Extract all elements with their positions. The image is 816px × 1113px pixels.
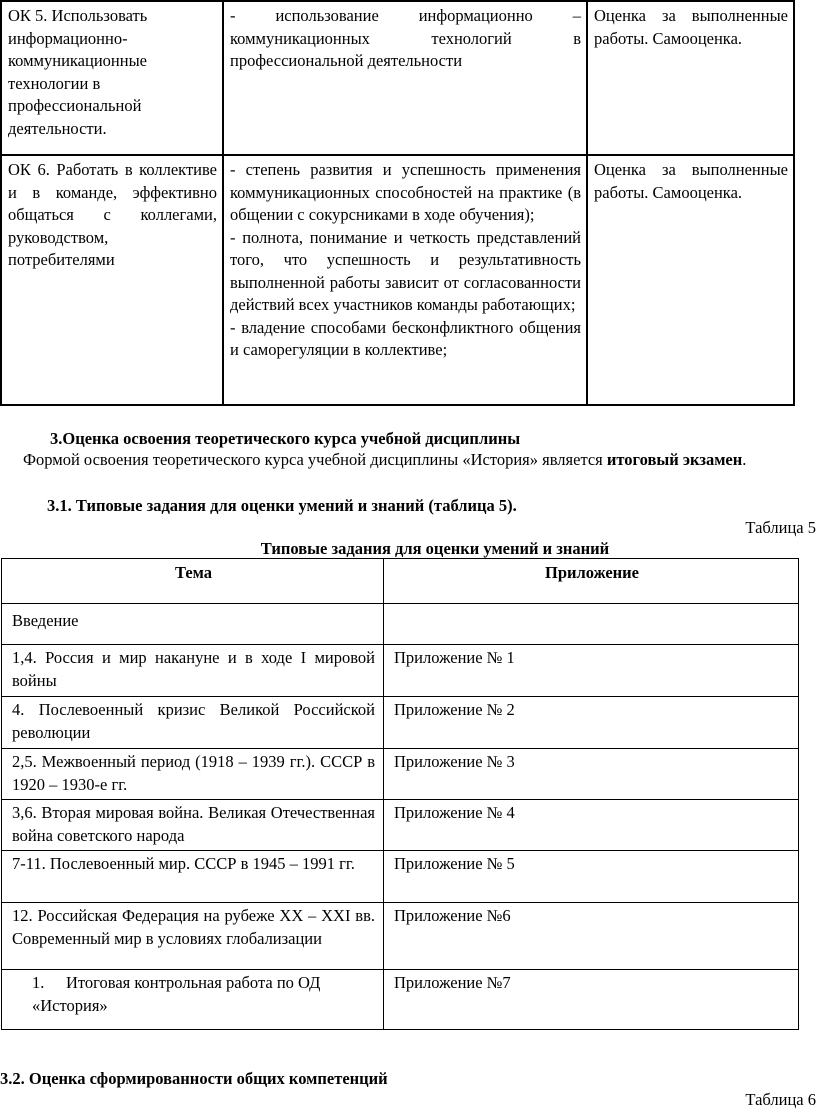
competence-indicator-cell: - использование информационно – коммуникационных технологий в профессиональной деятельности	[223, 1, 587, 155]
appendix-cell	[384, 604, 799, 645]
competence-code-cell: ОК 6. Работать в коллективе и в команде, эффективно общаться с коллегами, руководством, потребителями	[1, 155, 223, 405]
table-header-row	[2, 559, 799, 604]
table-row	[2, 697, 799, 749]
indicator-item: - полнота, понимание и четкость представлений того, что успешность и результативность выполненной работы зависит от согласованности действий всех участников команды работающих;	[230, 227, 581, 314]
appendix-cell: Приложение № 4	[384, 800, 799, 851]
table-row	[2, 903, 799, 970]
tasks-table	[1, 558, 799, 1030]
section-3-paragraph: Формой освоения теоретического курса учебной дисциплины «История» является итоговый экзамен.	[23, 450, 747, 469]
competence-code-cell: ОК 5. Использовать информационно-коммуникационные технологии в профессиональной деятельности.	[1, 1, 223, 155]
topic-cell: 7-11. Послевоенный мир. СССР в 1945 – 1991 гг.	[2, 851, 384, 903]
table-row	[2, 970, 799, 1030]
section-3-1-heading: 3.1. Типовые задания для оценки умений и знаний (таблица 5).	[47, 496, 517, 515]
exam-emphasis: итоговый экзамен	[606, 450, 743, 469]
competence-table	[0, 0, 795, 406]
final-topic-cell: 1. Итоговая контрольная работа по ОД «История»	[2, 970, 384, 1030]
column-header-appendix: Приложение	[384, 559, 799, 604]
appendix-cell: Приложение № 5	[384, 851, 799, 903]
topic-cell: Введение	[2, 604, 384, 645]
table-row	[2, 645, 799, 697]
topic-cell: 3,6. Вторая мировая война. Великая Отечественная война советского народа	[2, 800, 384, 851]
table-row	[1, 155, 794, 405]
competence-assessment-cell: Оценка за выполненные работы. Самооценка.	[587, 1, 794, 155]
table-5-label: Таблица 5	[745, 518, 816, 537]
appendix-cell: Приложение № 2	[384, 697, 799, 749]
indicator-item: - владение способами бесконфликтного общения и саморегуляции в коллективе;	[230, 317, 581, 359]
section-3-2-heading: 3.2. Оценка сформированности общих компетенций	[0, 1069, 388, 1088]
appendix-cell: Приложение № 3	[384, 749, 799, 800]
appendix-cell: Приложение № 1	[384, 645, 799, 697]
competence-assessment-cell: Оценка за выполненные работы. Самооценка.	[587, 155, 794, 405]
competence-indicator-cell	[223, 155, 587, 405]
topic-cell: 12. Российская Федерация на рубеже XX – XXI вв. Современный мир в условиях глобализации	[2, 903, 384, 970]
table-row	[2, 604, 799, 645]
list-number: 1.	[32, 973, 45, 992]
topic-cell: 2,5. Межвоенный период (1918 – 1939 гг.). СССР в 1920 – 1930-е гг.	[2, 749, 384, 800]
table-row	[2, 800, 799, 851]
column-header-topic: Тема	[2, 559, 384, 604]
appendix-cell: Приложение №6	[384, 903, 799, 970]
table-6-label: Таблица 6	[745, 1090, 816, 1109]
table-row	[2, 851, 799, 903]
table-row	[1, 1, 794, 155]
topic-cell: 4. Послевоенный кризис Великой Российской революции	[2, 697, 384, 749]
appendix-cell: Приложение №7	[384, 970, 799, 1030]
table-row	[2, 749, 799, 800]
topic-cell: 1,4. Россия и мир накануне и в ходе I мировой войны	[2, 645, 384, 697]
table-5-caption: Типовые задания для оценки умений и знаний	[260, 539, 610, 558]
indicator-item: - степень развития и успешность применения коммуникационных способностей на практике (в общении с сокурсниками в ходе обучения);	[230, 160, 581, 224]
section-3-heading: 3.Оценка освоения теоретического курса учебной дисциплины	[50, 429, 521, 448]
